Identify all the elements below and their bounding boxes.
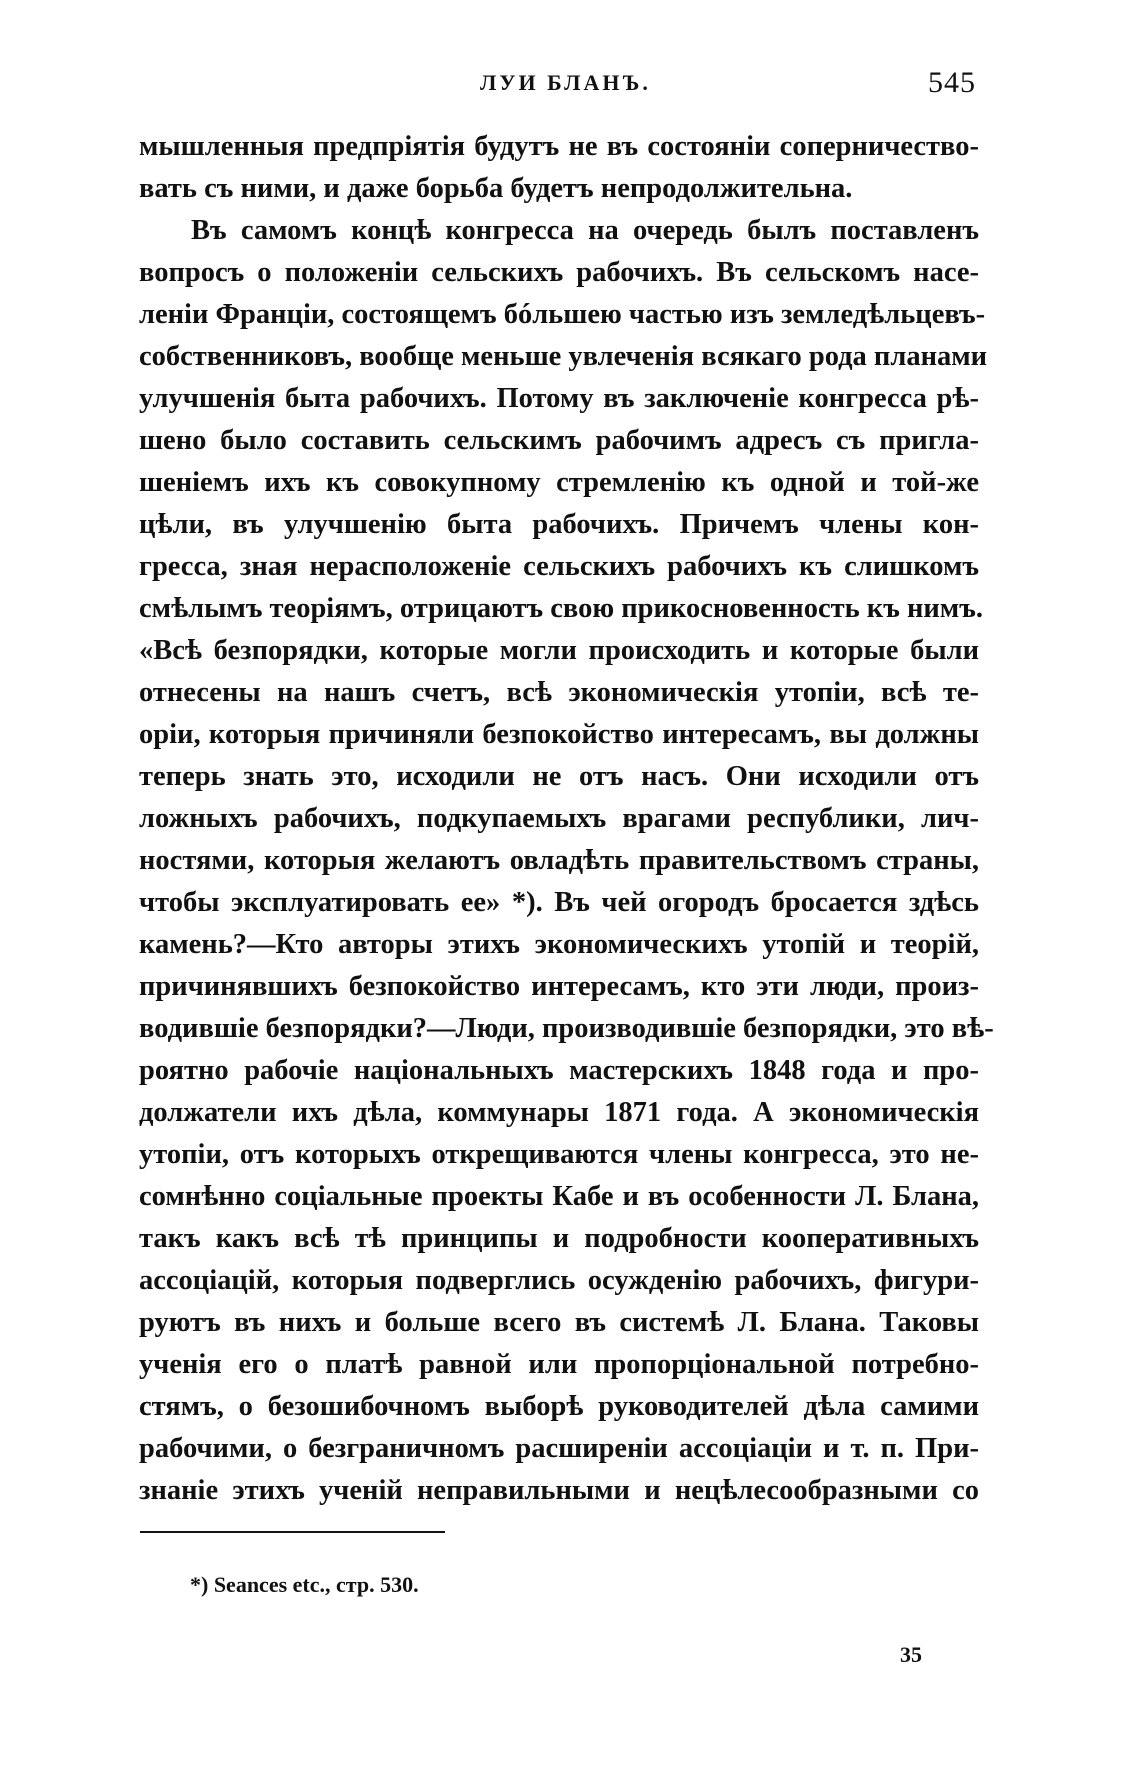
text-line: роятно рабочіе національныхъ мастерскихъ 1848 года и про- xyxy=(139,1055,979,1086)
text-line: шеніемъ ихъ къ совокупному стремленію къ одной и той-же xyxy=(139,467,979,498)
text-line: гресса, зная нерасположеніе сельскихъ рабочихъ къ слишкомъ xyxy=(139,551,979,582)
text-line: леніи Франціи, состоящемъ бóльшею частью изъ земледѣльцевъ- xyxy=(139,299,986,330)
text-line: руютъ въ нихъ и больше всего въ системѣ Л. Блана. Таковы xyxy=(139,1307,979,1338)
text-line: причинявшихъ безпокойство интересамъ, кто эти люди, произ- xyxy=(139,971,979,1002)
page-number: 545 xyxy=(928,66,976,99)
body-text xyxy=(139,126,994,1512)
text-line: собственниковъ, вообще меньше увлеченія всякаго рода планами xyxy=(139,341,988,372)
footnote: *) Seances etc., стр. 530. xyxy=(190,1572,419,1597)
text-line: водившіе безпорядки?—Люди, производившіе безпорядки, это вѣ- xyxy=(139,1013,994,1044)
text-line: «Всѣ безпорядки, которые могли происходить и которые были xyxy=(139,635,979,666)
footnote-divider xyxy=(140,1531,445,1533)
text-line: чтобы эксплуатировать ее» *). Въ чей огородъ бросается здѣсь xyxy=(139,887,979,918)
text-line: смѣлымъ теоріямъ, отрицаютъ свою прикосновенность къ нимъ. xyxy=(139,593,983,624)
text-line: ассоціацій, которыя подверглись осужденію рабочихъ, фигури- xyxy=(139,1265,979,1296)
running-head xyxy=(140,66,980,106)
text-line: стямъ, о безошибочномъ выборѣ руководителей дѣла самими xyxy=(139,1391,979,1422)
text-line: рабочими, о безграничномъ расширеніи ассоціаціи и т. п. При- xyxy=(139,1433,979,1464)
text-line: мышленныя предпріятія будутъ не въ состояніи соперничество- xyxy=(139,131,979,162)
printer-signature-mark: 35 xyxy=(900,1642,922,1667)
text-line: знаніе этихъ ученій неправильными и нецѣлесообразными со xyxy=(139,1475,979,1506)
text-line: теперь знать это, исходили не отъ насъ. Они исходили отъ xyxy=(139,761,979,792)
text-line: камень?—Кто авторы этихъ экономическихъ утопій и теорій, xyxy=(139,929,979,960)
text-line: ностями, которыя желаютъ овладѣть правительствомъ страны, xyxy=(139,845,979,876)
text-line: отнесены на нашъ счетъ, всѣ экономическія утопіи, всѣ те- xyxy=(139,677,979,708)
text-line: утопіи, отъ которыхъ открещиваются члены конгресса, это не- xyxy=(139,1139,979,1170)
running-title: ЛУИ БЛАНЪ. xyxy=(480,70,651,95)
text-line: ложныхъ рабочихъ, подкупаемыхъ врагами республики, лич- xyxy=(139,803,979,834)
text-line: шено было составить сельскимъ рабочимъ адресъ съ пригла- xyxy=(139,425,979,456)
text-line: Въ самомъ концѣ конгресса на очередь былъ поставленъ xyxy=(191,215,979,246)
text-line: сомнѣнно соціальные проекты Кабе и въ особенности Л. Блана, xyxy=(139,1181,979,1212)
text-line: улучшенія быта рабочихъ. Потому въ заключеніе конгресса рѣ- xyxy=(139,383,979,414)
text-line: цѣли, въ улучшенію быта рабочихъ. Причемъ члены кон- xyxy=(139,509,979,540)
text-line: оріи, которыя причиняли безпокойство интересамъ, вы должны xyxy=(139,719,979,750)
text-line: вать съ ними, и даже борьба будетъ непродолжительна. xyxy=(139,173,853,204)
text-line: ученія его о платѣ равной или пропорціональной потребно- xyxy=(139,1349,979,1380)
text-line: такъ какъ всѣ тѣ принципы и подробности кооперативныхъ xyxy=(139,1223,979,1254)
text-line: вопросъ о положеніи сельскихъ рабочихъ. Въ сельскомъ насе- xyxy=(139,257,979,288)
text-line: должатели ихъ дѣла, коммунары 1871 года. А экономическія xyxy=(139,1097,979,1128)
